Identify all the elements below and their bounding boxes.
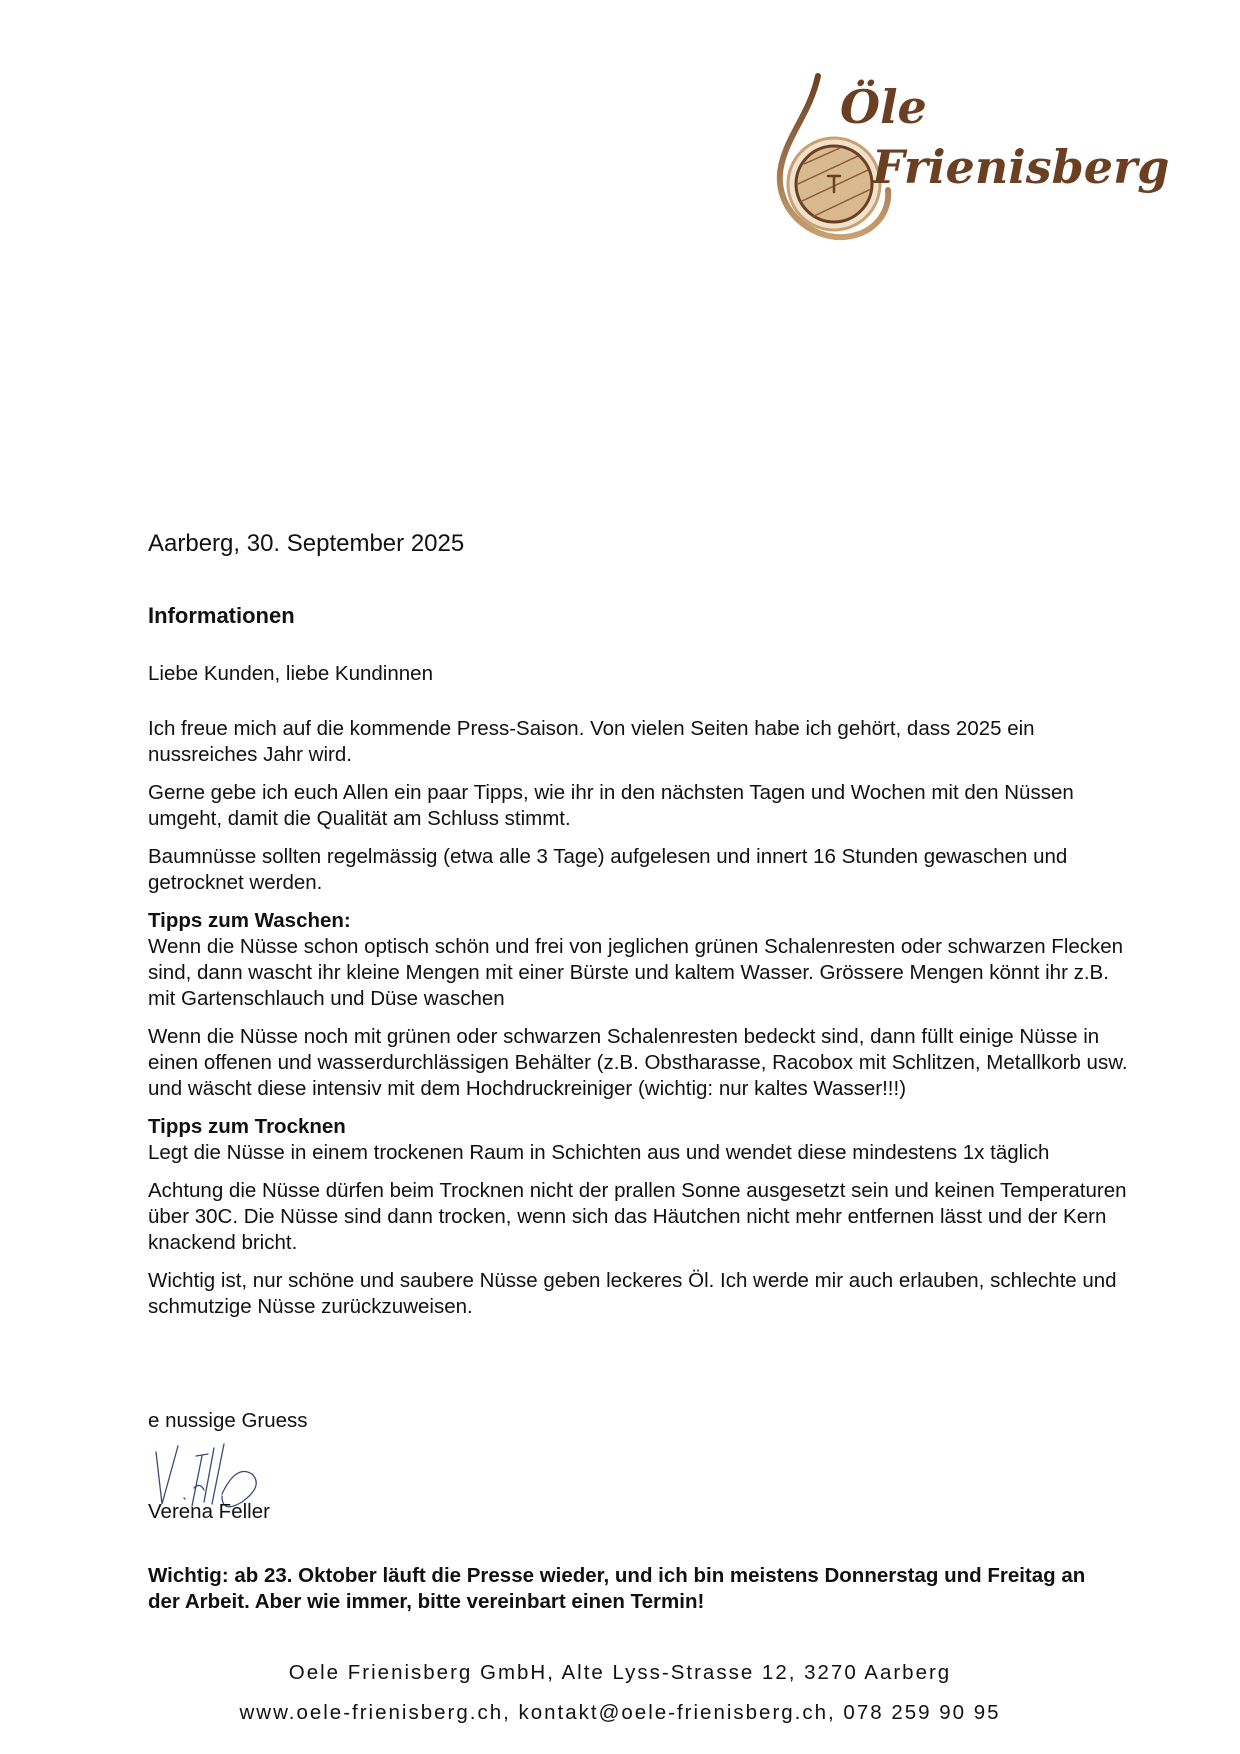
drying-section (148, 1114, 1128, 1166)
paragraph: Achtung die Nüsse dürfen beim Trocknen nicht der prallen Sonne ausgesetzt sein und keinen Temperaturen über 30C. Die Nüsse sind dann trocken, wenn sich das Häutchen nicht mehr entfernen lässt und der Kern knackend bricht. (148, 1179, 1127, 1254)
important-note: Wichtig: ab 23. Oktober läuft die Presse wieder, und ich bin meistens Donnerstag und Freitag an der Arbeit. Aber wie immer, bitte vereinbart einen Termin! (148, 1564, 1086, 1613)
washing-title: Tipps zum Waschen: (148, 909, 351, 932)
paragraph: Wenn die Nüsse schon optisch schön und frei von jeglichen grünen Schalenresten oder schwarzen Flecken sind, dann wascht ihr kleine Mengen mit einer Bürste und kaltem Wasser. Grössere Mengen könnt ihr z.B. mit Gartenschlauch und Düse waschen (148, 935, 1124, 1010)
dateline: Aarberg, 30. September 2025 (148, 530, 465, 557)
logo-text-line2: Frienisberg (872, 140, 1170, 194)
paragraph: Wichtig ist, nur schöne und saubere Nüsse geben leckeres Öl. Ich werde mir auch erlauben, schlechte und schmutzige Nüsse zurückzuweisen. (148, 1269, 1117, 1318)
logo-text-line1: Öle (840, 80, 927, 134)
footer-address: Oele Frienisberg GmbH, Alte Lyss-Strasse 12, 3270 Aarberg (288, 1661, 952, 1684)
letter-heading: Informationen (148, 603, 295, 628)
company-logo (770, 72, 1170, 242)
closing: e nussige Gruess (148, 1409, 308, 1432)
paragraph: Ich freue mich auf die kommende Press-Saison. Von vielen Seiten habe ich gehört, dass 2025 ein nussreiches Jahr wird. (148, 717, 1035, 766)
paragraph: Gerne gebe ich euch Allen ein paar Tipps, wie ihr in den nächsten Tagen und Wochen mit den Nüssen umgeht, damit die Qualität am Schluss stimmt. (148, 781, 1074, 830)
signer-name: Verena Feller (148, 1500, 270, 1523)
paragraph: Baumnüsse sollten regelmässig (etwa alle 3 Tage) aufgelesen und innert 16 Stunden gewaschen und getrocknet werden. (148, 845, 1068, 894)
paragraph: Wenn die Nüsse noch mit grünen oder schwarzen Schalenresten bedeckt sind, dann füllt einige Nüsse in einen offenen und wasserdurchlässigen Behälter (z.B. Obstharasse, Racobox mit Schlitzen, Metallkorb usw. und wäscht diese intensiv mit dem Hochdruckreiniger (wichtig: nur kaltes Wasser!!!) (148, 1025, 1128, 1100)
paragraph: Legt die Nüsse in einem trockenen Raum in Schichten aus und wendet diese mindestens 1x täglich (148, 1141, 1050, 1164)
drying-title: Tipps zum Trocknen (148, 1115, 346, 1138)
letter-content (148, 716, 1128, 1332)
salutation: Liebe Kunden, liebe Kundinnen (148, 662, 433, 685)
footer-contact: www.oele-frienisberg.ch, kontakt@oele-frienisberg.ch, 078 259 90 95 (239, 1701, 1001, 1724)
washing-section (148, 908, 1128, 1012)
